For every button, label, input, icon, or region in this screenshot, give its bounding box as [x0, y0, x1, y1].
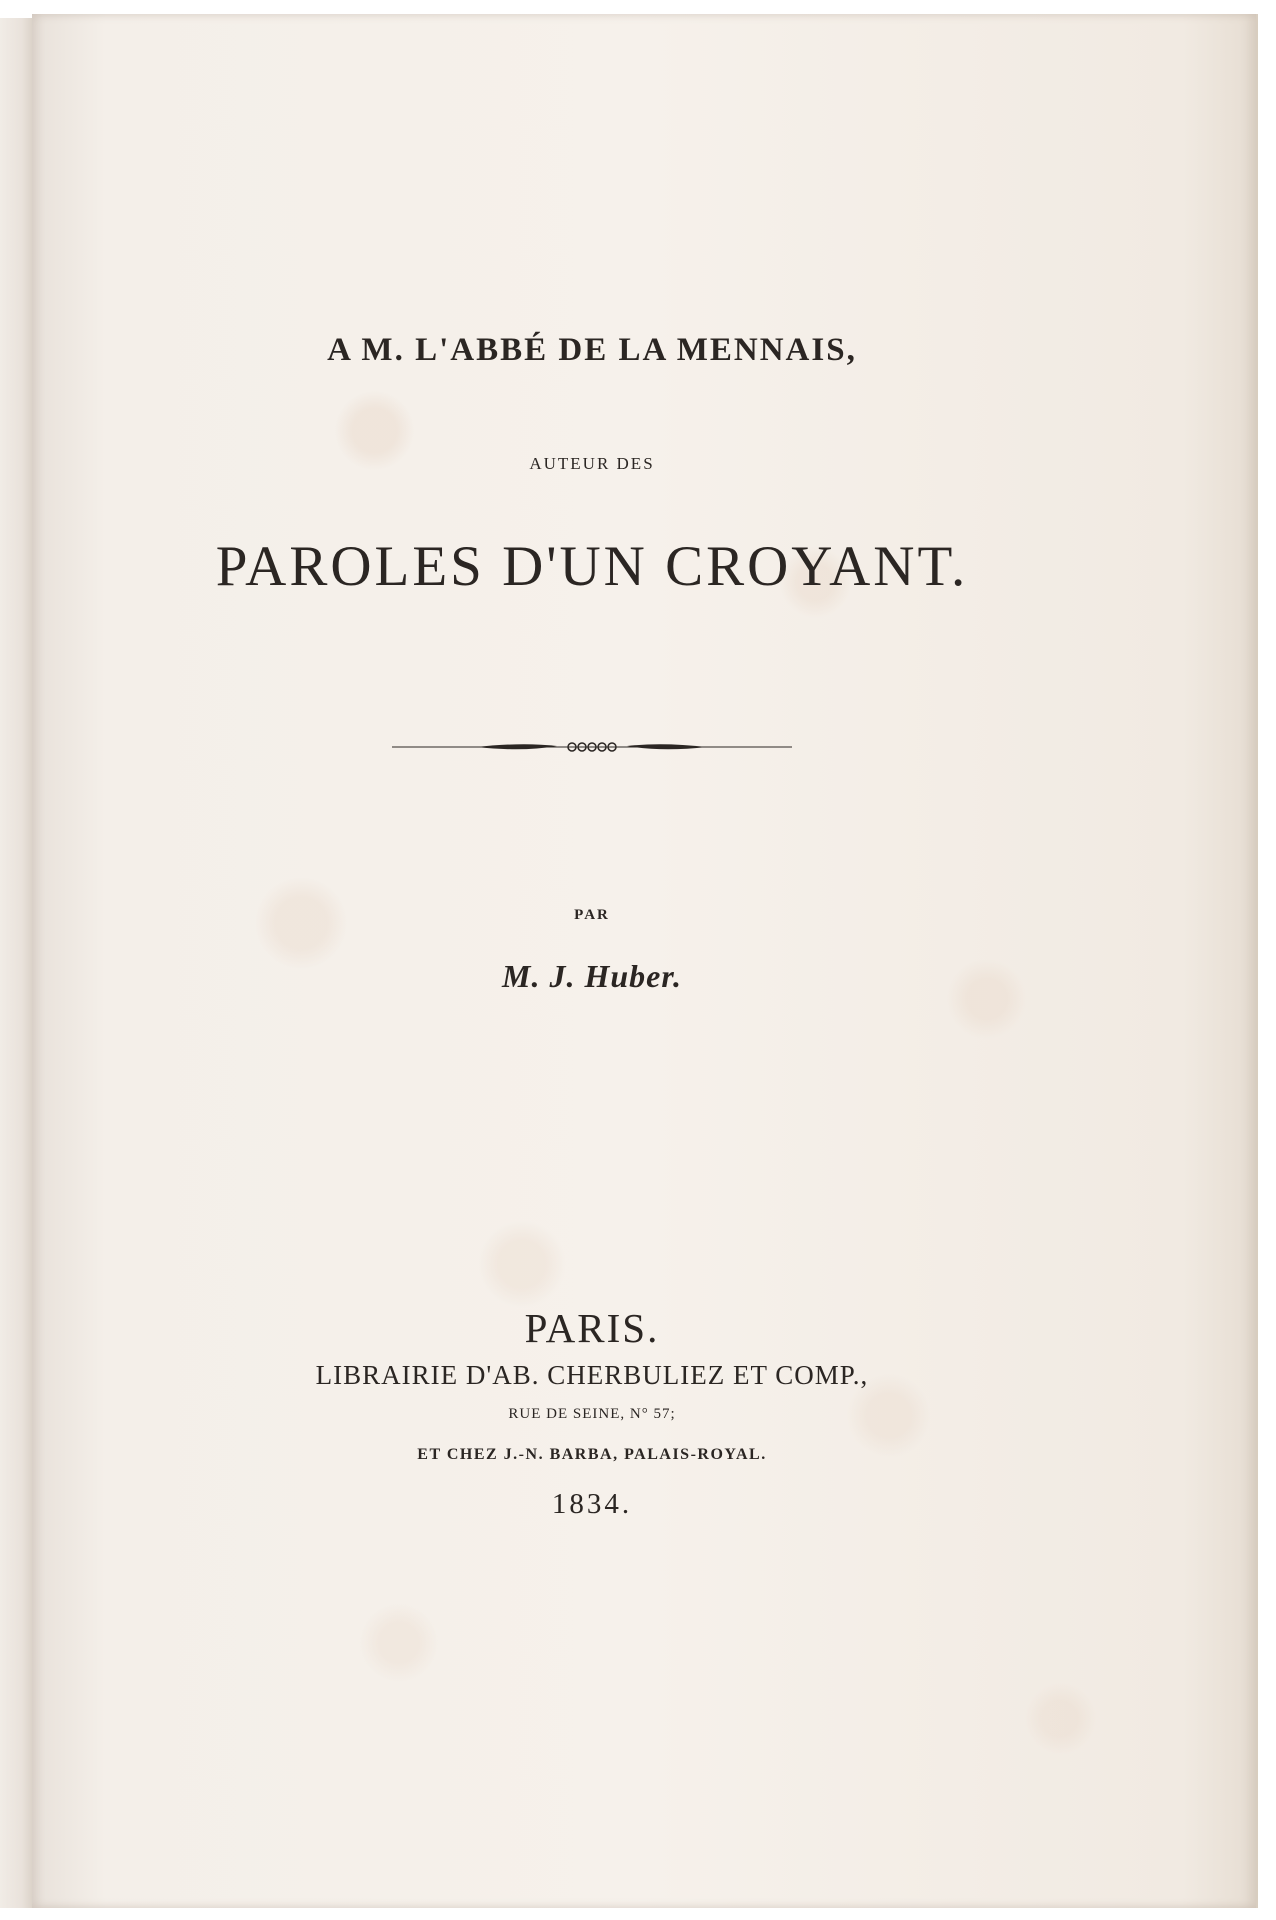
- secondary-seller: ET CHEZ J.-N. BARBA, PALAIS-ROYAL.: [417, 1446, 767, 1463]
- ornament-divider-icon: [382, 736, 802, 758]
- by-line: PAR: [574, 907, 610, 923]
- ornamental-rule: [32, 736, 1152, 763]
- author-name: M. J. Huber.: [501, 958, 683, 994]
- title-page: [32, 14, 1258, 1908]
- work-title: PAROLES D'UN CROYANT.: [215, 535, 969, 598]
- publication-year: 1834.: [551, 1488, 633, 1520]
- publisher-name: LIBRAIRIE D'AB. CHERBULIEZ ET COMP.,: [315, 1360, 869, 1390]
- publication-city: PARIS.: [524, 1305, 660, 1351]
- publisher-address: RUE DE SEINE, N° 57;: [508, 1406, 676, 1422]
- dedication-line: A M. L'ABBÉ DE LA MENNAIS,: [327, 332, 857, 368]
- author-of-line: AUTEUR DES: [529, 454, 655, 473]
